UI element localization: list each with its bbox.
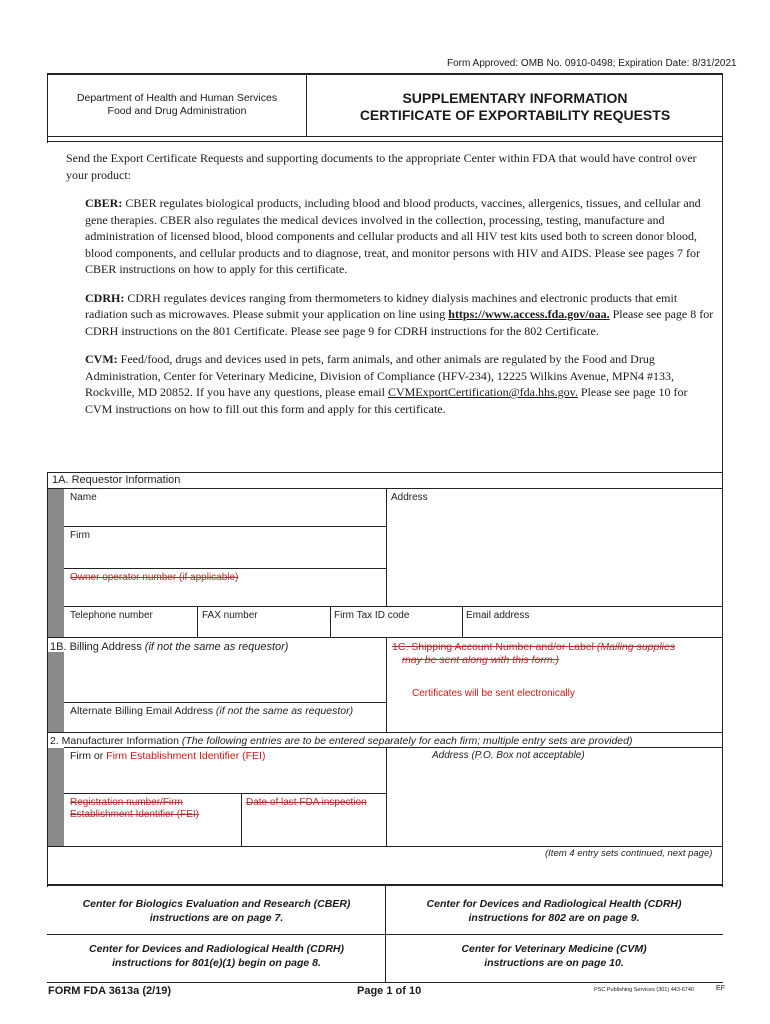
- cber-paragraph: [85, 195, 714, 278]
- phone-fax-divider: [197, 606, 198, 637]
- registration-inspection-divider: [241, 793, 242, 846]
- instructions-middle-rule: [47, 934, 723, 935]
- cdrh-802-instructions: Center for Devices and Radiological Health (CDRH) instructions for 802 are on page 9.: [426, 898, 682, 924]
- registration-number-label: Registration number/Firm Establishment Identifier (FEI): [70, 797, 199, 820]
- intro-section: [66, 150, 714, 417]
- section-2-rule: [64, 747, 722, 748]
- fax-taxid-divider: [330, 606, 331, 637]
- firm-fei-label: Firm or Firm Establishment Identifier (FEI): [70, 750, 266, 762]
- cdrh-body-1: CDRH regulates devices ranging from thermometers to kidney dialysis machines and electronic products that emit radiation such as microwaves. Please submit your application on line using: [85, 290, 678, 321]
- billing-address-field[interactable]: [66, 656, 384, 700]
- manufacturer-firm-field[interactable]: [66, 763, 384, 791]
- firm-registration-rule: [64, 793, 386, 794]
- alt-billing-email-field[interactable]: [66, 717, 384, 731]
- cvm-body-1: Feed/food, drugs and devices used in pets, farm animals, and other animals are regulated by the Food and Drug Administration, Center for Veterinary Medicine, Division of Compliance (HFV-234), 12225 Wilkins Avenue, MPN4 #133, Rockville, MD 20852. If you have any questions, please email: [85, 352, 675, 399]
- page-number: Page 1 of 10: [357, 985, 422, 997]
- section-2-top-rule: [48, 732, 722, 733]
- section-1a-shade: [48, 489, 64, 637]
- section-1a-top-rule: [47, 472, 723, 473]
- tax-id-field[interactable]: [332, 621, 460, 635]
- header-top-rule: [47, 73, 723, 75]
- shipping-account-label: 1C. Shipping Account Number and/or Label (Mailing supplies may be sent along with this form.): [392, 641, 676, 666]
- last-inspection-field[interactable]: [243, 811, 384, 844]
- owner-operator-label: Owner operator number (if applicable): [70, 572, 239, 583]
- form-right-border-lower: [722, 472, 723, 887]
- section-2-bottom-rule: [48, 846, 722, 847]
- section-2-shade: [48, 748, 64, 846]
- header-divider: [306, 75, 307, 137]
- entry-sets-continued-note: (Item 4 entry sets continued, next page): [545, 848, 713, 859]
- cvm-instructions: Center for Veterinary Medicine (CVM) instructions are on page 10.: [461, 943, 647, 969]
- email-label: Email address: [466, 610, 530, 621]
- section-1b-top-rule: [48, 637, 722, 638]
- name-address-divider: [386, 489, 387, 606]
- cdrh-heading: CDRH:: [85, 290, 125, 305]
- intro-text: Send the Export Certificate Requests and supporting documents to the appropriate Center within FDA that would have control over your product:: [66, 151, 697, 182]
- billing-address-heading: 1B. Billing Address (if not the same as requestor): [50, 641, 289, 653]
- page-title: SUPPLEMENTARY INFORMATION CERTIFICATE OF EXPORTABILITY REQUESTS: [359, 90, 671, 123]
- taxid-email-divider: [462, 606, 463, 637]
- firm-address-divider: [386, 747, 387, 846]
- name-field[interactable]: [66, 504, 384, 524]
- header-bottom-rule-2: [47, 141, 723, 142]
- address-field[interactable]: [390, 504, 720, 604]
- section-1a-rule: [48, 488, 722, 489]
- cvm-paragraph: [85, 351, 714, 417]
- cber-body: CBER regulates biological products, including blood and blood products, vaccines, allergenics, tissues, and cellular and gene therapies. CBER also regulates the medical devices involved in the collection, processing, testing, manufacture and administration of licensed blood, blood components and cellular products and all HIV test kits used both to screen donor blood, blood components, and cellular products and to diagnose, treat, and monitor persons with HIV and AIDS. Please see pages 7 for CBER instructions on how to apply for this certificate.: [85, 196, 701, 276]
- tax-id-label: Firm Tax ID code: [334, 610, 410, 621]
- address-label: Address: [391, 492, 428, 503]
- telephone-field[interactable]: [66, 621, 195, 635]
- ef-mark: EF: [716, 985, 725, 992]
- manufacturer-address-label: Address (P.O. Box not acceptable): [432, 750, 585, 761]
- section-1a-heading: 1A. Requestor Information: [52, 474, 181, 486]
- cdrh-801-instructions: Center for Devices and Radiological Health (CDRH) instructions for 801(e)(1) begin on page 8.: [89, 943, 344, 969]
- cdrh-oaa-link[interactable]: https://www.access.fda.gov/oaa.: [448, 307, 610, 321]
- cdrh-paragraph: [85, 290, 714, 340]
- instructions-bottom-rule: [47, 982, 723, 983]
- fax-label: FAX number: [202, 610, 258, 621]
- fax-field[interactable]: [199, 621, 328, 635]
- cvm-body-2: Please see page 10 for CVM instructions on how to fill out this form and apply for this certificate.: [85, 385, 688, 416]
- section-1b-shade: [48, 652, 64, 732]
- firm-label: Firm: [70, 530, 90, 541]
- firm-owner-rule: [64, 568, 386, 569]
- cber-heading: CBER:: [85, 196, 123, 210]
- manufacturer-heading: 2. Manufacturer Information (The following entries are to be entered separately for each firm; multiple entry sets are provided): [50, 735, 633, 747]
- name-firm-rule: [64, 526, 386, 527]
- department-name: Department of Health and Human Services Food and Drug Administration: [76, 92, 278, 117]
- billing-shipping-divider: [386, 637, 387, 732]
- telephone-label: Telephone number: [70, 610, 153, 621]
- cdrh-body-2: Please see page 8 for CDRH instructions on the 801 Certificate. Please see page 9 for CDRH instructions for the 802 Certificate.: [85, 307, 714, 338]
- cvm-heading: CVM:: [85, 352, 118, 366]
- name-label: Name: [70, 492, 97, 503]
- phone-row-top-rule: [64, 606, 722, 607]
- email-field[interactable]: [464, 621, 720, 635]
- form-right-border: [722, 73, 723, 473]
- cvm-email-link[interactable]: CVMExportCertification@fda.hhs.gov.: [387, 385, 578, 399]
- alt-billing-rule: [64, 702, 386, 703]
- publisher-credit: PSC Publishing Services (301) 443-6740: [594, 987, 694, 993]
- omb-approval-line: Form Approved: OMB No. 0910-0498; Expiration Date: 8/31/2021: [447, 58, 737, 69]
- form-identifier: FORM FDA 3613a (2/19): [48, 985, 172, 997]
- manufacturer-address-field[interactable]: [390, 763, 720, 843]
- cber-instructions: Center for Biologics Evaluation and Research (CBER) instructions are on page 7.: [82, 898, 351, 924]
- firm-field[interactable]: [66, 542, 384, 566]
- header-bottom-rule-1: [47, 136, 723, 137]
- last-inspection-label: Date of last FDA inspection: [246, 797, 367, 808]
- alt-billing-label: Alternate Billing Email Address (if not the same as requestor): [70, 705, 354, 717]
- registration-number-field[interactable]: [66, 822, 239, 844]
- certificates-electronic-note: Certificates will be sent electronically: [412, 688, 575, 699]
- owner-operator-field[interactable]: [66, 584, 384, 604]
